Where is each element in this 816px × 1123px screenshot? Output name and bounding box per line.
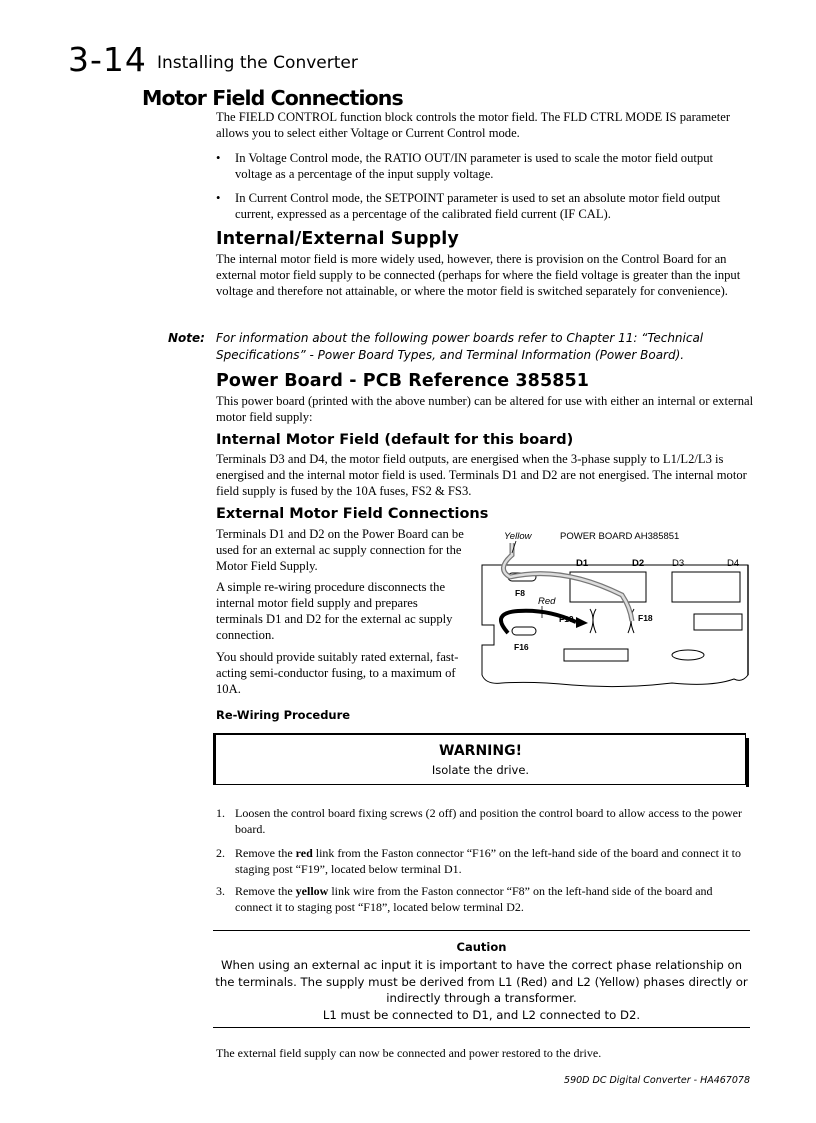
step-text-bold: yellow <box>295 884 329 898</box>
f18-label: F18 <box>638 613 653 623</box>
step-text-post: link wire from the Faston connector “F8” on the left-hand side of the board and connect it to staging post “F18”, located below terminal D2. <box>235 884 713 914</box>
terminal-d3: D3 <box>672 558 685 569</box>
external-field-paragraph-1: Terminals D1 and D2 on the Power Board can be used for an external ac supply connection for the Motor Field Supply. <box>216 527 464 573</box>
terminal-d1: D1 <box>576 558 589 569</box>
external-field-paragraph-3: You should provide suitably rated external, fast-acting semi-conductor fusing, to a maximum of 10A. <box>216 650 459 696</box>
terminal-d2: D2 <box>632 558 645 569</box>
step-text-bold: red <box>295 846 313 860</box>
caution-text-2: L1 must be connected to D1, and L2 connected to D2. <box>322 1007 641 1022</box>
external-field-paragraph-2: A simple re-wiring procedure disconnects the internal motor field supply and prepares terminals D1 and D2 for the external ac supply connection. <box>216 580 453 642</box>
step-number: 1. <box>216 806 225 820</box>
step-3 <box>216 883 751 915</box>
caution-title: Caution <box>456 940 507 954</box>
warning-text: Isolate the drive. <box>431 763 530 777</box>
bullet-voltage <box>216 150 746 182</box>
step-text: Loosen the control board fixing screws (2 off) and position the control board to allow access to the power board. <box>235 806 742 836</box>
note-text: For information about the following power boards refer to Chapter 11: “Technical Specifications” - Power Board Types, and Terminal Information (Power Board). <box>216 331 704 362</box>
step-text-post: link from the Faston connector “F16” on the left-hand side of the board and connect it to staging post “F19”, located below terminal D1. <box>235 846 741 876</box>
supply-paragraph: The internal motor field is more widely used, however, there is provision on the Control Board for an external motor field supply to be connected (perhaps for where the field voltage is greater than the input voltage and therefore not attainable, or where the motor field is switched separately for convenience). <box>216 252 741 298</box>
terminal-d4: D4 <box>727 558 740 569</box>
bullet-dot: • <box>216 191 221 205</box>
f8-label: F8 <box>515 588 525 598</box>
step-2 <box>216 845 751 877</box>
supply-heading: Internal/External Supply <box>216 229 459 249</box>
red-label: Red <box>538 596 556 607</box>
bullet-current <box>216 190 746 222</box>
step-number: 3. <box>216 884 225 898</box>
page-footer: 590D DC Digital Converter - HA467078 <box>564 1075 750 1086</box>
bullet-current-text: In Current Control mode, the SETPOINT parameter is used to set an absolute motor field output current, expressed as a percentage of the calibrated field current (IF CAL). <box>235 191 721 221</box>
internal-field-paragraph: Terminals D3 and D4, the motor field outputs, are energised when the 3-phase supply to L1/L2/L3 is energised and the internal motor field is used. Terminals D1 and D2 are not energised. The internal motor field supply is fused by the 10A fuses, FS2 & FS3. <box>216 452 747 498</box>
section-title: Motor Field Connections <box>142 86 403 110</box>
rewiring-heading: Re-Wiring Procedure <box>216 708 351 722</box>
caution-body <box>213 957 750 1023</box>
component-oval <box>672 650 704 660</box>
component-bar <box>564 649 628 661</box>
page-number: 3-14 <box>68 40 147 79</box>
chapter-title: Installing the Converter <box>157 53 358 73</box>
board-outline <box>482 565 748 687</box>
step-text-pre: Remove the <box>235 884 296 898</box>
warning-box <box>213 733 746 785</box>
step-1 <box>216 805 751 837</box>
f16-label: F16 <box>514 642 529 652</box>
bullet-voltage-text: In Voltage Control mode, the RATIO OUT/IN parameter is used to scale the motor field output voltage as a percentage of the input supply voltage. <box>235 151 713 181</box>
note-label: Note: <box>168 331 205 345</box>
board-label: POWER BOARD AH385851 <box>560 531 680 542</box>
f19-label: F19 <box>559 614 574 624</box>
power-board-paragraph: This power board (printed with the above number) can be altered for use with either an internal or external motor field supply: <box>216 394 754 424</box>
power-board-heading: Power Board - PCB Reference 385851 <box>216 371 590 391</box>
step-number: 2. <box>216 846 225 860</box>
caution-rule-top <box>213 930 750 931</box>
red-wire-arrow <box>576 617 588 628</box>
power-board-diagram <box>472 525 752 695</box>
component-rect <box>694 614 742 630</box>
connector-f16 <box>512 627 536 635</box>
closing-paragraph: The external field supply can now be connected and power restored to the drive. <box>216 1046 602 1060</box>
post-f19 <box>590 609 596 633</box>
intro-paragraph: The FIELD CONTROL function block controls the motor field. The FLD CTRL MODE IS parameter allows you to select either Voltage or Current Control mode. <box>216 110 731 140</box>
yellow-label: Yellow <box>504 531 532 542</box>
caution-text: When using an external ac input it is important to have the correct phase relationship on the terminals. The supply must be derived from L1 (Red) and L2 (Yellow) phases directly or indirectly through a transformer. <box>215 958 748 1005</box>
terminal-block-d3-d4 <box>672 572 740 602</box>
bullet-dot: • <box>216 151 221 165</box>
warning-title: WARNING! <box>439 743 522 759</box>
external-field-heading: External Motor Field Connections <box>216 506 489 522</box>
internal-field-heading: Internal Motor Field (default for this board) <box>216 432 574 448</box>
caution-rule-bottom <box>213 1027 750 1028</box>
step-text-pre: Remove the <box>235 846 296 860</box>
